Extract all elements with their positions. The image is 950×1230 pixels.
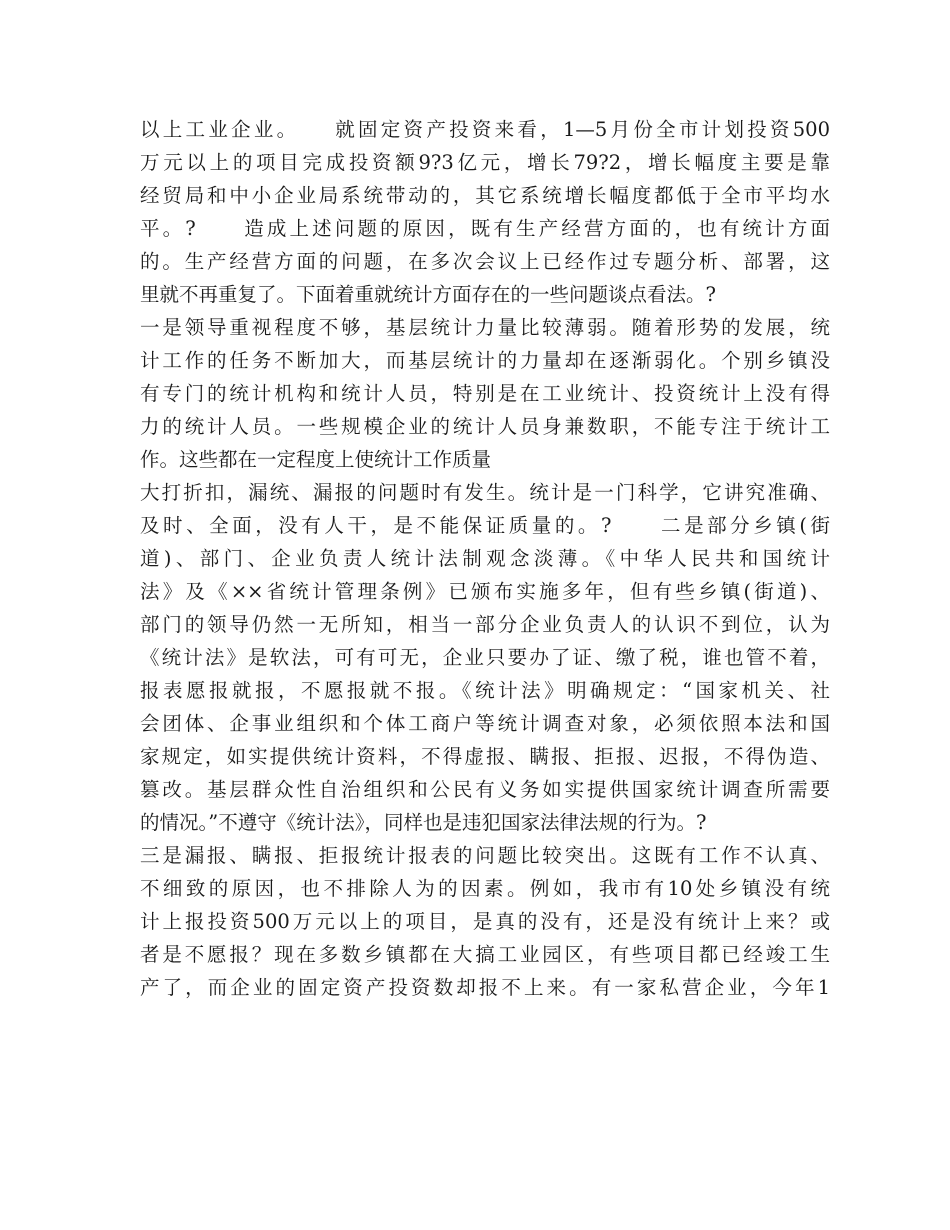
text-line: 报表愿报就报，不愿报就不报。《统计法》明确规定：“国家机关、社 bbox=[140, 679, 830, 702]
text-line: 万元以上的项目完成投资额9?3亿元，增长79?2，增长幅度主要是靠 bbox=[140, 151, 830, 174]
text-line: 的。生产经营方面的问题，在多次会议上已经作过专题分析、部署，这 bbox=[140, 250, 830, 273]
text-line: 经贸局和中小企业局系统带动的，其它系统增长幅度都低于全市平均水 bbox=[140, 184, 830, 207]
text-line: 里就不再重复了。下面着重就统计方面存在的一些问题谈点看法。? bbox=[140, 283, 716, 306]
text-line: 的情况。”不遵守《统计法》，同样也是违犯国家法律法规的行为。? bbox=[140, 811, 707, 834]
text-line: 者是不愿报？现在多数乡镇都在大搞工业园区，有些项目都已经竣工生 bbox=[140, 943, 830, 966]
text-line: 以上工业企业。 就固定资产投资来看，1—5月份全市计划投资500 bbox=[140, 118, 830, 141]
text-line: 产了，而企业的固定资产投资数却报不上来。有一家私营企业，今年1 bbox=[140, 976, 830, 999]
text-line: 会团体、企事业组织和个体工商户等统计调查对象，必须依照本法和国 bbox=[140, 712, 830, 735]
text-line: 部门的领导仍然一无所知，相当一部分企业负责人的认识不到位，认为 bbox=[140, 613, 830, 636]
text-line: 篡改。基层群众性自治组织和公民有义务如实提供国家统计调查所需要 bbox=[140, 778, 830, 801]
text-line: 一是领导重视程度不够，基层统计力量比较薄弱。随着形势的发展，统 bbox=[140, 316, 830, 339]
text-line: 大打折扣，漏统、漏报的问题时有发生。统计是一门科学，它讲究准确、 bbox=[140, 481, 830, 504]
text-line: 作。这些都在一定程度上使统计工作质量 bbox=[140, 448, 492, 471]
text-line: 力的统计人员。一些规模企业的统计人员身兼数职，不能专注于统计工 bbox=[140, 415, 830, 438]
text-line: 不细致的原因，也不排除人为的因素。例如，我市有10处乡镇没有统 bbox=[140, 877, 830, 900]
text-line: 《统计法》是软法，可有可无，企业只要办了证、缴了税，谁也管不着， bbox=[140, 646, 830, 669]
text-line: 计工作的任务不断加大，而基层统计的力量却在逐渐弱化。个别乡镇没 bbox=[140, 349, 830, 372]
text-line: 家规定，如实提供统计资料，不得虚报、瞒报、拒报、迟报，不得伪造、 bbox=[140, 745, 830, 768]
text-line: 平。? 造成上述问题的原因，既有生产经营方面的，也有统计方面 bbox=[140, 217, 830, 240]
text-line: 三是漏报、瞒报、拒报统计报表的问题比较突出。这既有工作不认真、 bbox=[140, 844, 830, 867]
text-line: 法》及《××省统计管理条例》已颁布实施多年，但有些乡镇(街道)、 bbox=[140, 580, 830, 603]
text-line: 有专门的统计机构和统计人员，特别是在工业统计、投资统计上没有得 bbox=[140, 382, 830, 405]
text-line: 及时、全面，没有人干，是不能保证质量的。? 二是部分乡镇(街 bbox=[140, 514, 830, 537]
text-line: 道)、部门、企业负责人统计法制观念淡薄。《中华人民共和国统计 bbox=[140, 547, 830, 570]
text-line: 计上报投资500万元以上的项目，是真的没有，还是没有统计上来？或 bbox=[140, 910, 830, 933]
